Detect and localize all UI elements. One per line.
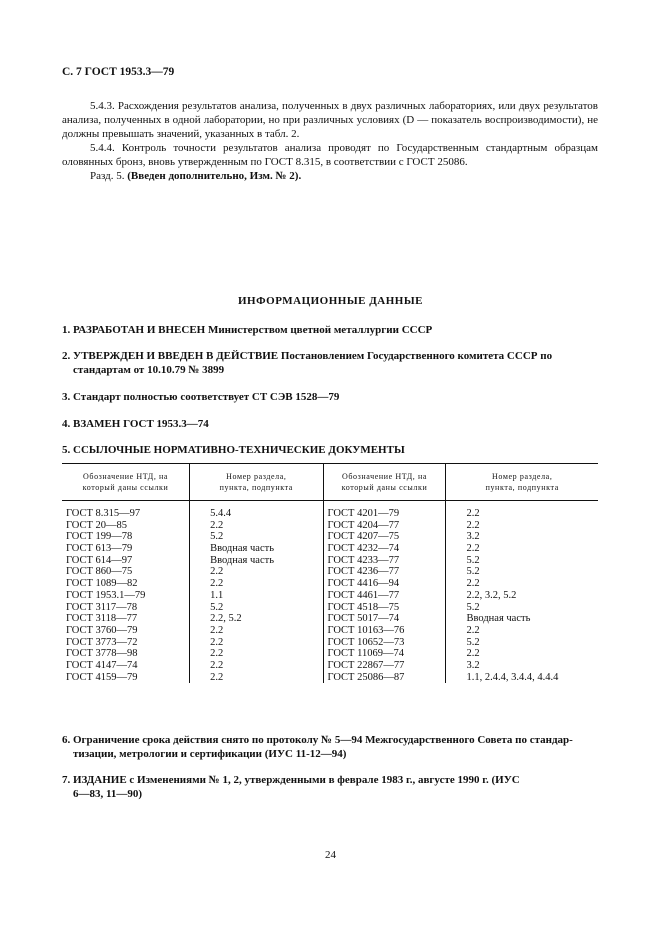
header-text: Номер раздела, xyxy=(226,472,287,481)
header-text: Обозначение НТД, на xyxy=(83,472,169,481)
info-item-7-line1: 7. ИЗДАНИЕ с Изменениями № 1, 2, утвержденными в феврале 1983 г., августе 1990 г. (ИУС xyxy=(62,774,520,786)
ref-section-left: 2.2 xyxy=(210,659,224,671)
info-item-7 xyxy=(62,773,598,801)
header-doc-right xyxy=(323,464,446,501)
ref-doc-right: ГОСТ 4461—77 xyxy=(327,589,400,601)
page-number: 24 xyxy=(325,849,336,861)
ref-doc-left: ГОСТ 614—97 xyxy=(66,554,133,566)
ref-section-right: 1.1, 2.4.4, 3.4.4, 4.4.4 xyxy=(466,671,559,683)
header-text: который даны ссылки xyxy=(82,483,169,492)
ref-section-left: 2.2 xyxy=(210,519,224,531)
table-body-row xyxy=(62,501,598,684)
ref-doc-right: ГОСТ 4236—77 xyxy=(327,566,400,578)
ref-doc-left: ГОСТ 4147—74 xyxy=(66,659,138,671)
ref-doc-right: ГОСТ 4233—77 xyxy=(327,554,400,566)
info-item-6-line2: тизации, метрологии и сертификации (ИУС 11-12—94) xyxy=(73,748,347,760)
ref-section-left: 1.1 xyxy=(210,589,224,601)
ref-section-right: 2.2 xyxy=(466,543,480,555)
paragraph-amendment-note xyxy=(62,169,598,183)
ref-doc-left: ГОСТ 3117—78 xyxy=(66,601,138,613)
ref-doc-right: ГОСТ 4201—79 xyxy=(327,508,400,519)
paragraph-5-4-3 xyxy=(62,99,598,141)
ref-section-right: 2.2 xyxy=(466,519,480,531)
ref-section-left: Вводная часть xyxy=(210,554,274,566)
ref-section-left: 2.2 xyxy=(210,566,224,578)
header-doc-left xyxy=(62,464,190,501)
ref-section-left: 5.2 xyxy=(210,531,224,543)
left-sections-column xyxy=(190,501,323,684)
paragraph-5-4-4 xyxy=(62,141,598,169)
ref-section-right: 3.2 xyxy=(466,531,480,543)
ref-doc-right: ГОСТ 11069—74 xyxy=(327,648,404,660)
ref-doc-right: ГОСТ 4232—74 xyxy=(327,543,400,555)
ref-doc-right: ГОСТ 25086—87 xyxy=(327,671,405,683)
header-section-left xyxy=(190,464,323,501)
ref-section-right: 2.2 xyxy=(466,578,480,590)
right-docs-column xyxy=(323,501,446,684)
ref-doc-left: ГОСТ 20—85 xyxy=(66,519,128,531)
info-item-7-line2: 6—83, 11—90) xyxy=(73,788,143,800)
ref-section-right: 2.2 xyxy=(466,624,480,636)
info-item-2 xyxy=(62,349,598,377)
paragraph-text: 5.4.3. Расхождения результатов анализа, полученных в двух различных лабораториях, или двух результатов анализа, полученных в одной лаборатории, но при различных условиях (D — показатель воспроизводимости), не должны превышать значений, указанных в табл. 2. xyxy=(62,100,598,140)
ref-doc-right: ГОСТ 4416—94 xyxy=(327,578,400,590)
ref-doc-left: ГОСТ 3773—72 xyxy=(66,636,138,648)
ref-doc-right: ГОСТ 4207—75 xyxy=(327,531,400,543)
ref-doc-left: ГОСТ 199—78 xyxy=(66,531,133,543)
ref-section-left: 5.4.4 xyxy=(210,508,232,519)
ref-section-right: 2.2 xyxy=(466,508,480,519)
info-item-3: 3. Стандарт полностью соответствует СТ СЭВ 1528—79 xyxy=(62,391,340,403)
ref-section-left: 2.2 xyxy=(210,636,224,648)
ref-doc-left: ГОСТ 613—79 xyxy=(66,543,133,555)
ref-section-right: 5.2 xyxy=(466,601,480,613)
ref-section-right: 2.2, 3.2, 5.2 xyxy=(466,589,517,601)
ref-doc-left: ГОСТ 3778—98 xyxy=(66,648,138,660)
ref-doc-left: ГОСТ 8.315—97 xyxy=(66,508,141,519)
reference-documents-table xyxy=(62,463,598,683)
info-item-6-line1: 6. Ограничение срока действия снято по протоколу № 5—94 Межгосударственного Совета по стандар- xyxy=(62,734,573,746)
ref-doc-left: ГОСТ 1089—82 xyxy=(66,578,138,590)
ref-section-left: 2.2, 5.2 xyxy=(210,613,242,625)
ref-doc-left: ГОСТ 4159—79 xyxy=(66,671,138,683)
ref-doc-right: ГОСТ 22867—77 xyxy=(327,659,405,671)
info-item-2-line1: 2. УТВЕРЖДЕН И ВВЕДЕН В ДЕЙСТВИЕ Постановлением Государственного комитета СССР по xyxy=(62,350,553,362)
ref-section-left: 2.2 xyxy=(210,671,224,683)
info-item-2-line2: стандартам от 10.10.79 № 3899 xyxy=(73,364,225,376)
ref-section-left: 5.2 xyxy=(210,601,224,613)
info-item-4: 4. ВЗАМЕН ГОСТ 1953.3—74 xyxy=(62,418,209,430)
ref-section-right: 5.2 xyxy=(466,554,480,566)
ref-section-left: 2.2 xyxy=(210,648,224,660)
ref-doc-right: ГОСТ 4204—77 xyxy=(327,519,400,531)
header-text: Обозначение НТД, на xyxy=(341,472,428,481)
ref-doc-left: ГОСТ 3760—79 xyxy=(66,624,138,636)
ref-section-left: 2.2 xyxy=(210,578,224,590)
info-item-6 xyxy=(62,733,598,761)
ref-doc-right: ГОСТ 10163—76 xyxy=(327,624,405,636)
ref-doc-right: ГОСТ 10652—73 xyxy=(327,636,405,648)
right-sections-column xyxy=(446,501,598,684)
info-item-5: 5. ССЫЛОЧНЫЕ НОРМАТИВНО-ТЕХНИЧЕСКИЕ ДОКУМЕНТЫ xyxy=(62,444,405,456)
info-item-1: 1. РАЗРАБОТАН И ВНЕСЕН Министерством цветной металлургии СССР xyxy=(62,324,433,336)
ref-doc-left: ГОСТ 3118—77 xyxy=(66,613,138,625)
ref-section-right: 5.2 xyxy=(466,636,480,648)
left-docs-column xyxy=(62,501,190,684)
ref-doc-left: ГОСТ 1953.1—79 xyxy=(66,589,146,601)
info-title: ИНФОРМАЦИОННЫЕ ДАННЫЕ xyxy=(237,295,424,307)
ref-doc-right: ГОСТ 5017—74 xyxy=(327,613,400,625)
header-text: пункта, подпункта xyxy=(219,483,293,492)
ref-section-right: 3.2 xyxy=(466,659,480,671)
header-section-right xyxy=(446,464,598,501)
header-text: Номер раздела, xyxy=(492,472,553,481)
table-header-row xyxy=(62,464,598,501)
ref-section-right: Вводная часть xyxy=(466,613,531,625)
running-header: С. 7 ГОСТ 1953.3—79 xyxy=(62,66,175,78)
ref-doc-left: ГОСТ 860—75 xyxy=(66,566,133,578)
paragraph-text: 5.4.4. Контроль точности результатов анализа проводят по Государственным стандартным образцам оловянных бронз, вновь утвержденным по ГОСТ 8.315, в соответствии с ГОСТ 25086. xyxy=(62,142,598,168)
ref-section-left: 2.2 xyxy=(210,624,224,636)
amendment-text: (Введен дополнительно, Изм. № 2). xyxy=(127,170,302,182)
ref-section-left: Вводная часть xyxy=(210,543,274,555)
header-text: пункта, подпункта xyxy=(485,483,559,492)
header-text: который даны ссылки xyxy=(341,483,428,492)
ref-doc-right: ГОСТ 4518—75 xyxy=(327,601,400,613)
ref-section-right: 5.2 xyxy=(466,566,480,578)
amendment-section: Разд. 5. xyxy=(90,170,125,182)
ref-section-right: 2.2 xyxy=(466,648,480,660)
